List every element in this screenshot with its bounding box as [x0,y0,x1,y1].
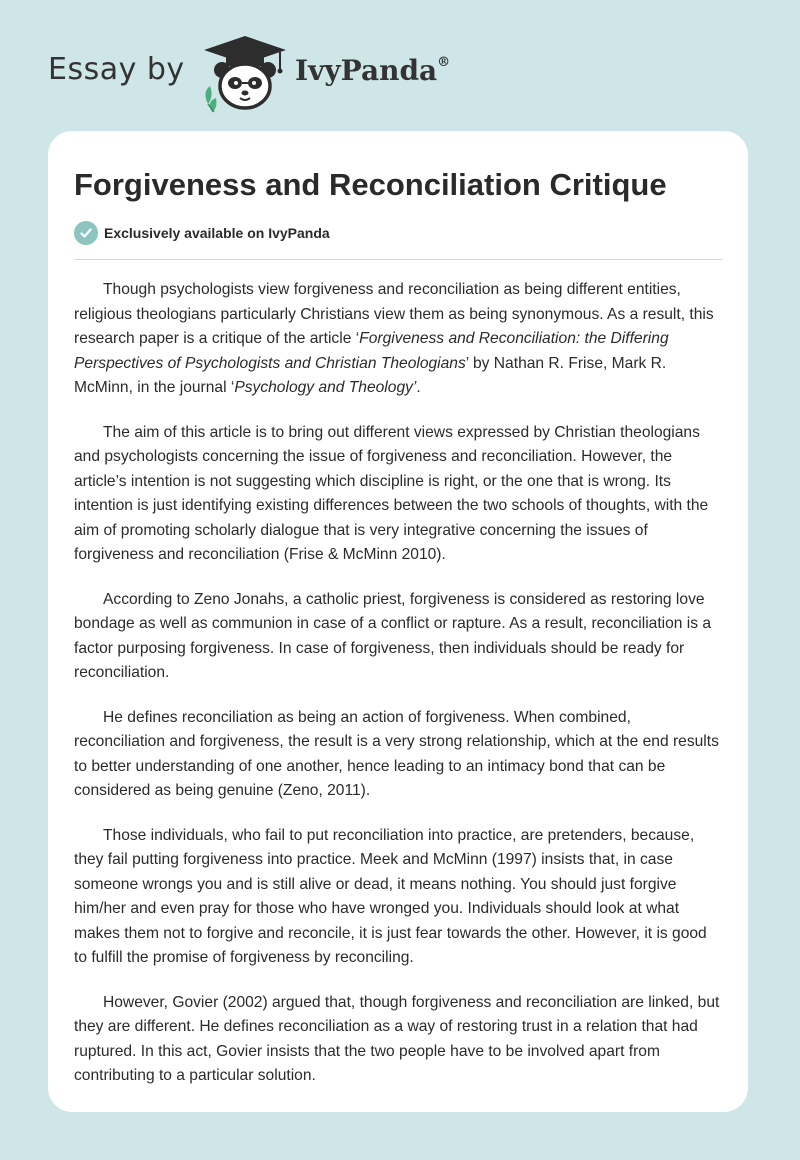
checkmark-icon [74,221,98,245]
paragraph-1 [74,278,722,401]
brand-name[interactable] [295,54,450,87]
panda-logo-icon[interactable] [200,34,290,114]
p1-text-a: Though psychologists view forgiveness and reconciliation as being different entities, religious theologians particularly Christians view them as being synonymous. As a result, this research paper is a critique of the article ‘ [74,281,714,347]
essay-title: Forgiveness and Reconciliation Critique [74,167,667,202]
essay-by-label: Essay by [48,52,185,87]
site-header [48,34,748,114]
paragraph-4: He defines reconciliation as being an action of forgiveness. When combined, reconciliation and forgiveness, the result is a very strong relationship, which at the end results to better understanding of one another, hence leading to an intimacy bond that can be considered as being genuine (Zeno, 2011). [74,708,719,799]
paragraph-6: However, Govier (2002) argued that, though forgiveness and reconciliation are linked, but they are different. He defines reconciliation as a way of restoring trust in a relation that had ruptured. In this act, Govier insists that the two people have to be involved apart from contributing to a particular solution. [74,993,720,1084]
p1-journal-title: Psychology and Theology’ [234,379,417,396]
p1-article-title: Forgiveness and Reconciliation: the Differing Perspectives of Psychologists and Christian Theologians [74,330,669,372]
paragraph-3: According to Zeno Jonahs, a catholic priest, forgiveness is considered as restoring love bondage as well as communion in case of a conflict or rapture. As a result, reconciliation is a factor purposing forgiveness. In case of forgiveness, then individuals should be ready for reconciliation. [74,590,712,681]
brand-text: IvyPanda [295,54,438,87]
p1-text-e: . [416,379,421,396]
divider [74,259,722,260]
p1-text-c: ’ by Nathan R. Frise, Mark R. McMinn, in the journal ‘ [74,354,667,396]
paragraph-2: The aim of this article is to bring out different views expressed by Christian theologians and psychologists concerning the issue of forgiveness and reconciliation. However, the article’s intention is not suggesting which discipline is right, or the one that is wrong. Its intention is just identifying existing differences between the two schools of thoughts, with the aim of promoting scholarly dialogue that is very integrative concerning the issues of forgiveness and reconciliation (Frise & McMinn 2010). [74,423,709,563]
exclusive-badge [74,221,722,245]
paragraph-5: Those individuals, who fail to put reconciliation into practice, are pretenders, because, they fail putting forgiveness into practice. Meek and McMinn (1997) insists that, in case someone wrongs you and is still alive or dead, it means nothing. You should just forgive him/her and even pray for those who have wronged you. Individuals should look at what makes them not to forgive and reconcile, it is just fear towards the other. However, it is good to fulfill the promise of forgiveness by reconciling. [74,826,707,966]
trademark-symbol: ® [437,54,451,70]
essay-card [48,131,748,1112]
badge-text: Exclusively available on IvyPanda [104,225,330,241]
